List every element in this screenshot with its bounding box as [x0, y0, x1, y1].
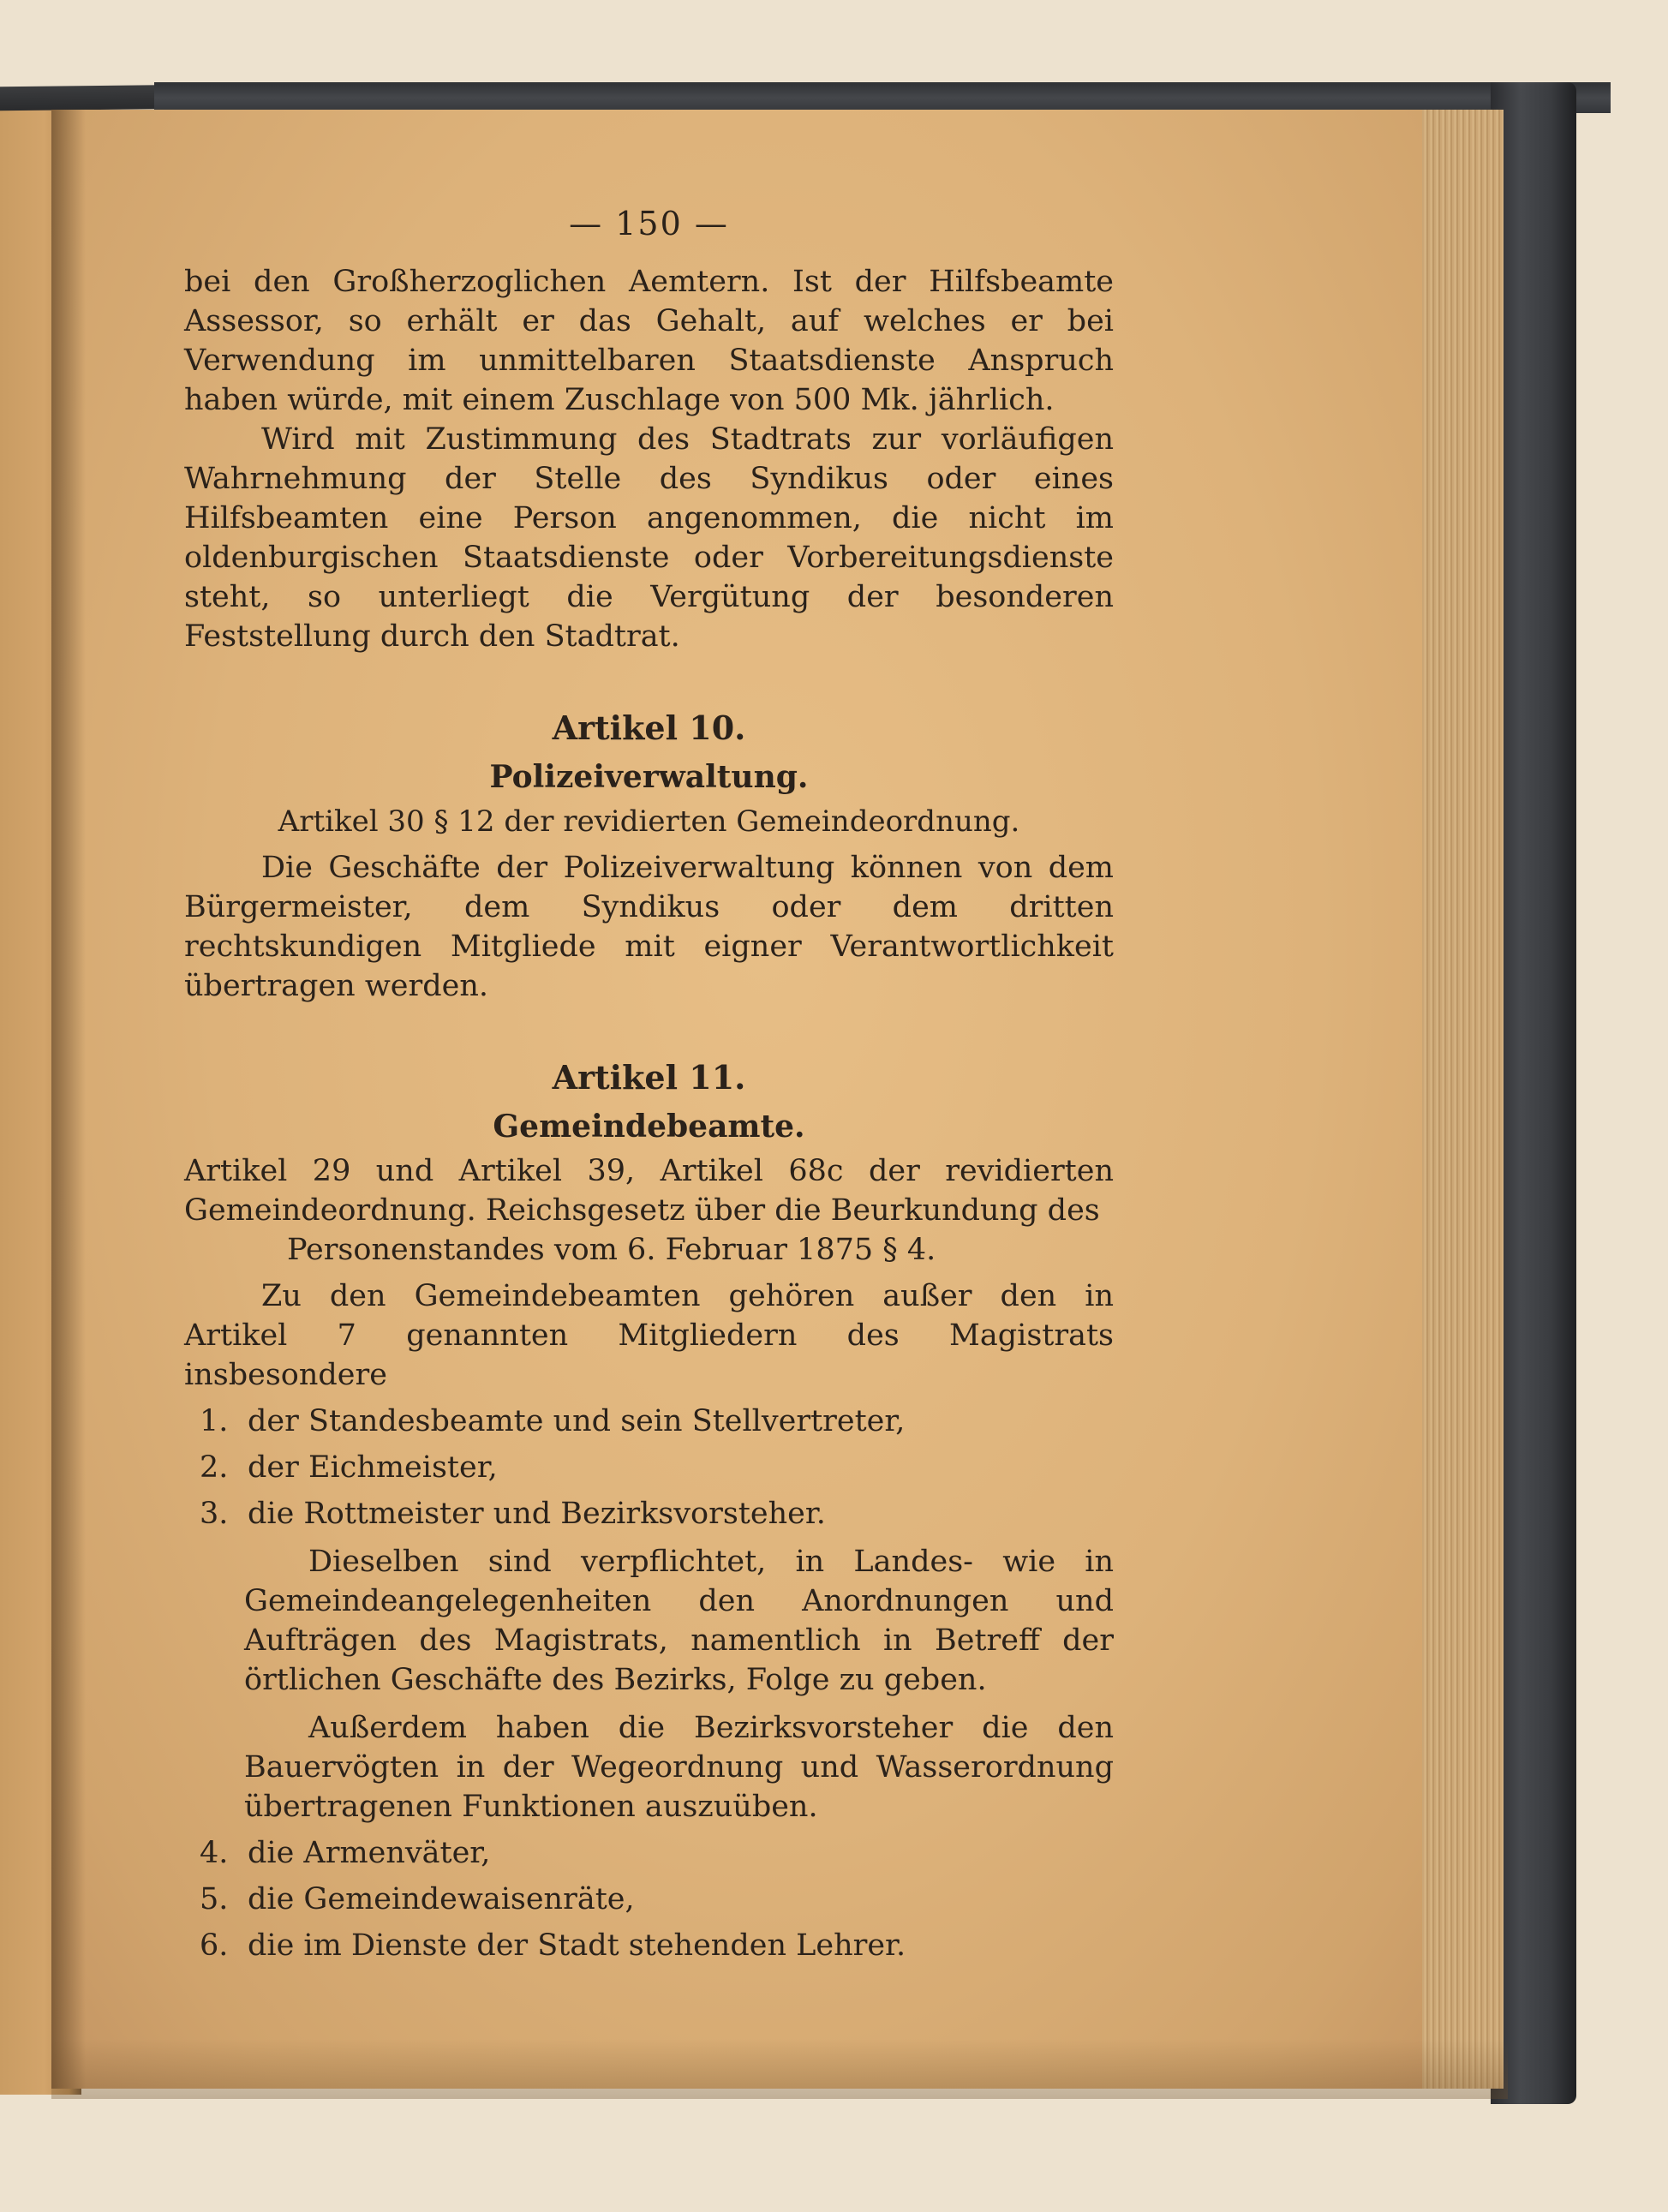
page-text-block	[184, 204, 1114, 1965]
list-item-text: die Gemeindewaisenräte,	[248, 1882, 635, 1916]
article-10-heading	[184, 706, 1114, 841]
article-11-reference-continued: Personenstandes vom 6. Februar 1875 § 4.	[287, 1233, 936, 1267]
list-item	[184, 1926, 1114, 1965]
list-item-text: die Armenväter,	[248, 1836, 491, 1870]
list-item-number: 2.	[200, 1450, 229, 1485]
list-item	[184, 1448, 1114, 1487]
list-item-number: 5.	[200, 1882, 229, 1916]
paragraph-2: Wird mit Zustimmung des Stadtrats zur vorläufigen Wahrnehmung der Stelle des Syndikus oder eines Hilfsbeamten eine Person angenommen, die nicht im oldenburgischen Staatsdienste oder Vorbereitungsdienste steht, so unterliegt die Vergütung der besonderen Feststellung durch den Stadtrat.	[184, 422, 1114, 654]
list-item-text: der Eichmeister,	[248, 1450, 498, 1485]
book-cover	[1491, 82, 1576, 2104]
paragraph-1: bei den Großherzoglichen Aemtern. Ist der Hilfsbeamte Assessor, so erhält er das Gehalt, auf welches er bei Verwendung im unmittelbaren Staatsdienste Anspruch haben würde, mit einem Zuschlage von 500 Mk. jährlich.	[184, 265, 1114, 417]
list-item	[184, 1494, 1114, 1533]
article-10-title: Artikel 10.	[552, 708, 746, 747]
page-number: — 150 —	[569, 205, 729, 242]
list-item-number: 4.	[200, 1836, 229, 1870]
article-10-reference: Artikel 30 § 12 der revidierten Gemeindeordnung.	[278, 804, 1020, 839]
bezirksvorsteher-functions: Außerdem haben die Bezirksvorsteher die den Bauervögten in der Wegeordnung und Wasserordnung übertragenen Funktionen auszuüben.	[244, 1711, 1114, 1824]
list-item-number: 3.	[200, 1497, 229, 1531]
article-11-reference: Artikel 29 und Artikel 39, Artikel 68c der revidierten Gemeindeordnung. Reichsgesetz über die Beurkundung des	[184, 1154, 1114, 1228]
article-10-text: Die Geschäfte der Polizeiverwaltung können von dem Bürgermeister, dem Syndikus oder dem dritten rechtskundigen Mitgliede mit eigner Verantwortlichkeit übertragen werden.	[184, 851, 1114, 1003]
page-bottom-shadow	[51, 2039, 1508, 2099]
list-item	[184, 1880, 1114, 1919]
article-11-heading	[184, 1055, 1114, 1148]
page-gutter-shadow	[51, 110, 86, 2089]
top-binding	[154, 82, 1611, 113]
article-11-intro: Zu den Gemeindebeamten gehören außer den in Artikel 7 genannten Mitgliedern des Magistrats insbesondere	[184, 1279, 1114, 1392]
article-11-title: Artikel 11.	[552, 1058, 746, 1097]
article-10-subtitle: Polizeiverwaltung.	[489, 759, 809, 795]
list-item	[184, 1833, 1114, 1873]
list-item-number: 1.	[200, 1404, 229, 1438]
list-item-text: der Standesbeamte und sein Stellvertreter,	[248, 1404, 906, 1438]
list-item	[184, 1402, 1114, 1441]
list-item-text: die Rottmeister und Bezirksvorsteher.	[248, 1497, 826, 1531]
list-item-text: die im Dienste der Stadt stehenden Lehrer.	[248, 1928, 906, 1963]
list-item-number: 6.	[200, 1928, 229, 1963]
bezirksvorsteher-duties: Dieselben sind verpflichtet, in Landes- wie in Gemeindeangelegenheiten den Anordnungen und Aufträgen des Magistrats, namentlich in Betreff der örtlichen Geschäfte des Bezirks, Folge zu geben.	[244, 1545, 1114, 1697]
article-11-subtitle: Gemeindebeamte.	[493, 1109, 805, 1145]
